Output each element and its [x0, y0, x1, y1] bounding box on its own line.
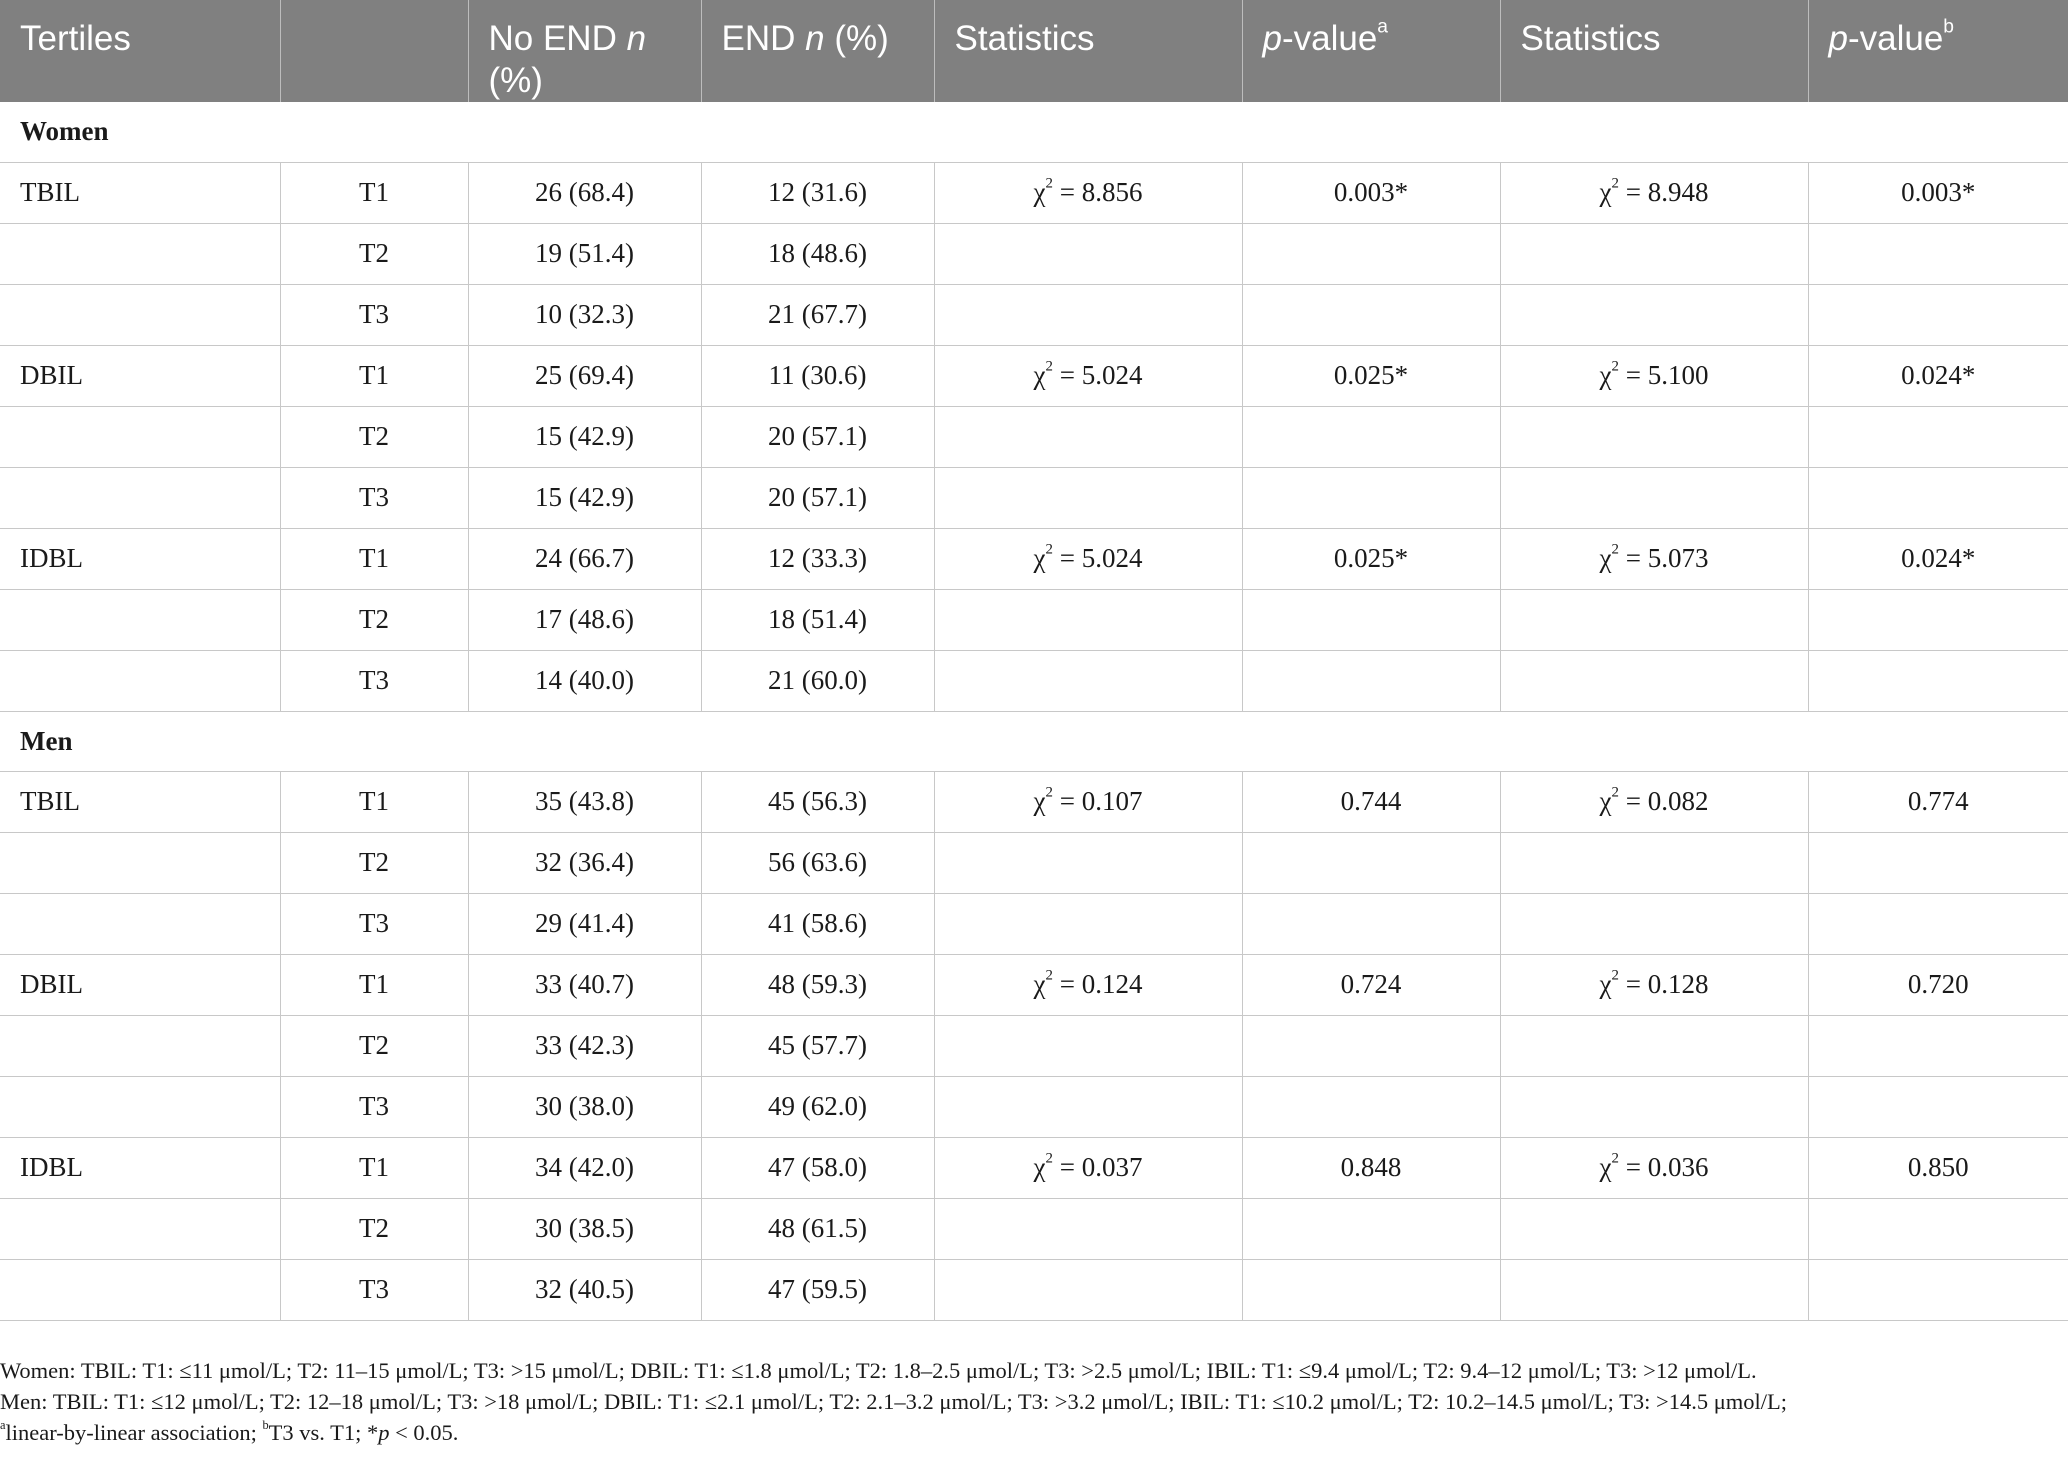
- measure-label: [0, 467, 280, 528]
- end-cell: 20 (57.1): [701, 467, 934, 528]
- table-row: [0, 771, 2068, 832]
- measure-label: IDBL: [0, 1137, 280, 1198]
- statistic-b-cell: $\chi^2 = 0.082$: [1500, 771, 1808, 832]
- p-value-a-cell: 0.025*: [1242, 345, 1500, 406]
- end-cell: 41 (58.6): [701, 893, 934, 954]
- p-value-a-cell: [1242, 832, 1500, 893]
- header-row: [0, 0, 2068, 102]
- statistic-a-cell: [934, 467, 1242, 528]
- col-header-end: END n (%): [701, 0, 934, 102]
- statistic-a-cell: $\chi^2 = 5.024$: [934, 345, 1242, 406]
- p-value-b-cell: 0.024*: [1808, 528, 2068, 589]
- end-cell: 12 (31.6): [701, 162, 934, 223]
- end-cell: 11 (30.6): [701, 345, 934, 406]
- end-cell: 56 (63.6): [701, 832, 934, 893]
- footnote-legend: $^a$linear-by-linear association; $^b$T3 vs. T1; *p < 0.05.: [0, 1417, 459, 1445]
- table-row: [0, 1198, 2068, 1259]
- tertile-cell: T2: [280, 406, 468, 467]
- statistic-a-cell: [934, 223, 1242, 284]
- tertile-cell: T3: [280, 650, 468, 711]
- tertile-cell: T2: [280, 1198, 468, 1259]
- p-value-b-cell: 0.774: [1808, 771, 2068, 832]
- statistic-a-cell: $\chi^2 = 5.024$: [934, 528, 1242, 589]
- statistic-a-cell: [934, 832, 1242, 893]
- statistic-b-cell: [1500, 832, 1808, 893]
- table-row: [0, 1137, 2068, 1198]
- p-value-b-cell: 0.024*: [1808, 345, 2068, 406]
- p-value-b-cell: [1808, 1259, 2068, 1320]
- p-value-b-cell: [1808, 832, 2068, 893]
- end-cell: 45 (57.7): [701, 1015, 934, 1076]
- p-value-b-cell: [1808, 589, 2068, 650]
- statistic-b-cell: [1500, 223, 1808, 284]
- measure-label: [0, 223, 280, 284]
- statistic-a-cell: $\chi^2 = 8.856$: [934, 162, 1242, 223]
- p-value-a-cell: [1242, 284, 1500, 345]
- statistic-b-cell: $\chi^2 = 5.100$: [1500, 345, 1808, 406]
- statistic-a-cell: [934, 1015, 1242, 1076]
- p-value-b-cell: [1808, 284, 2068, 345]
- statistic-b-cell: [1500, 406, 1808, 467]
- p-value-a-cell: [1242, 223, 1500, 284]
- tertile-cell: T1: [280, 162, 468, 223]
- p-value-b-cell: 0.003*: [1808, 162, 2068, 223]
- table-row: [0, 650, 2068, 711]
- table-row: [0, 1015, 2068, 1076]
- table-row: [0, 406, 2068, 467]
- end-cell: 49 (62.0): [701, 1076, 934, 1137]
- statistic-a-cell: [934, 406, 1242, 467]
- p-value-a-cell: 0.025*: [1242, 528, 1500, 589]
- tertile-cell: T3: [280, 467, 468, 528]
- measure-label: TBIL: [0, 162, 280, 223]
- statistic-b-cell: $\chi^2 = 5.073$: [1500, 528, 1808, 589]
- table-row: [0, 589, 2068, 650]
- col-header-blank: [280, 0, 468, 102]
- section-row: [0, 711, 2068, 771]
- col-header-p-value-b: p-value$^b$: [1808, 0, 2068, 102]
- statistic-b-cell: $\chi^2 = 0.036$: [1500, 1137, 1808, 1198]
- measure-label: [0, 1015, 280, 1076]
- p-value-a-cell: 0.724: [1242, 954, 1500, 1015]
- no-end-cell: 33 (40.7): [468, 954, 701, 1015]
- p-value-b-cell: 0.850: [1808, 1137, 2068, 1198]
- table-row: [0, 467, 2068, 528]
- tertile-cell: T3: [280, 893, 468, 954]
- statistic-b-cell: [1500, 284, 1808, 345]
- statistic-a-cell: [934, 650, 1242, 711]
- measure-label: [0, 893, 280, 954]
- no-end-cell: 30 (38.5): [468, 1198, 701, 1259]
- tertile-cell: T2: [280, 223, 468, 284]
- p-value-a-cell: [1242, 1259, 1500, 1320]
- table-row: [0, 1076, 2068, 1137]
- p-value-b-cell: [1808, 223, 2068, 284]
- measure-label: DBIL: [0, 954, 280, 1015]
- statistic-b-cell: [1500, 1076, 1808, 1137]
- measure-label: TBIL: [0, 771, 280, 832]
- end-cell: 45 (56.3): [701, 771, 934, 832]
- measure-label: [0, 1076, 280, 1137]
- p-value-a-cell: 0.848: [1242, 1137, 1500, 1198]
- tertile-cell: T3: [280, 284, 468, 345]
- measure-label: [0, 650, 280, 711]
- measure-label: [0, 1259, 280, 1320]
- tertile-cell: T1: [280, 771, 468, 832]
- col-header-no-end: No END n (%): [468, 0, 701, 102]
- no-end-cell: 29 (41.4): [468, 893, 701, 954]
- p-value-b-cell: [1808, 1198, 2068, 1259]
- p-value-a-cell: [1242, 589, 1500, 650]
- no-end-cell: 35 (43.8): [468, 771, 701, 832]
- p-value-b-cell: [1808, 1076, 2068, 1137]
- p-value-b-cell: [1808, 406, 2068, 467]
- tertile-cell: T2: [280, 832, 468, 893]
- statistic-a-cell: [934, 284, 1242, 345]
- statistic-b-cell: [1500, 650, 1808, 711]
- section-row: [0, 102, 2068, 162]
- statistic-b-cell: [1500, 589, 1808, 650]
- tertile-cell: T1: [280, 345, 468, 406]
- no-end-cell: 32 (40.5): [468, 1259, 701, 1320]
- col-header-statistics-a: Statistics: [934, 0, 1242, 102]
- p-value-a-cell: 0.744: [1242, 771, 1500, 832]
- p-value-b-cell: [1808, 1015, 2068, 1076]
- p-value-a-cell: [1242, 406, 1500, 467]
- table-row: [0, 893, 2068, 954]
- no-end-cell: 17 (48.6): [468, 589, 701, 650]
- table-row: [0, 832, 2068, 893]
- p-value-a-cell: [1242, 650, 1500, 711]
- footnote-women: Women: TBIL: T1: ≤11 μmol/L; T2: 11–15 μmol/L; T3: >15 μmol/L; DBIL: T1: ≤1.8 μmol/L; T2: 1.8–2.5 μmol/L; T3: >2.5 μmol/L; IBIL: T1: ≤9.4 μmol/L; T2: 9.4–12 μmol/L; T3: >12 μmol/L.: [0, 1358, 1757, 1383]
- tertile-cell: T2: [280, 1015, 468, 1076]
- statistic-b-cell: [1500, 467, 1808, 528]
- measure-label: [0, 1198, 280, 1259]
- no-end-cell: 15 (42.9): [468, 406, 701, 467]
- p-value-b-cell: 0.720: [1808, 954, 2068, 1015]
- statistic-a-cell: $\chi^2 = 0.124$: [934, 954, 1242, 1015]
- statistic-b-cell: [1500, 1015, 1808, 1076]
- no-end-cell: 34 (42.0): [468, 1137, 701, 1198]
- p-value-b-cell: [1808, 650, 2068, 711]
- no-end-cell: 30 (38.0): [468, 1076, 701, 1137]
- measure-label: DBIL: [0, 345, 280, 406]
- end-cell: 48 (59.3): [701, 954, 934, 1015]
- section-label: Men: [0, 711, 2068, 771]
- table-row: [0, 528, 2068, 589]
- statistic-b-cell: [1500, 1198, 1808, 1259]
- tertile-cell: T1: [280, 1137, 468, 1198]
- measure-label: [0, 589, 280, 650]
- table-row: [0, 1259, 2068, 1320]
- p-value-a-cell: [1242, 467, 1500, 528]
- statistic-b-cell: [1500, 893, 1808, 954]
- measure-label: [0, 284, 280, 345]
- table-footnote: [0, 1355, 2068, 1448]
- statistic-a-cell: $\chi^2 = 0.037$: [934, 1137, 1242, 1198]
- end-cell: 21 (60.0): [701, 650, 934, 711]
- p-value-a-cell: [1242, 1198, 1500, 1259]
- end-cell: 21 (67.7): [701, 284, 934, 345]
- statistic-a-cell: [934, 1076, 1242, 1137]
- no-end-cell: 25 (69.4): [468, 345, 701, 406]
- tertile-cell: T3: [280, 1076, 468, 1137]
- table-row: [0, 345, 2068, 406]
- tertile-cell: T2: [280, 589, 468, 650]
- statistic-a-cell: [934, 893, 1242, 954]
- no-end-cell: 14 (40.0): [468, 650, 701, 711]
- col-header-statistics-b: Statistics: [1500, 0, 1808, 102]
- footnote-men: Men: TBIL: T1: ≤12 μmol/L; T2: 12–18 μmol/L; T3: >18 μmol/L; DBIL: T1: ≤2.1 μmol/L; T2: 2.1–3.2 μmol/L; T3: >3.2 μmol/L; IBIL: T1: ≤10.2 μmol/L; T2: 10.2–14.5 μmol/L; T3: >14.5 μmol/L;: [0, 1389, 1788, 1414]
- col-header-p-value-a: p-value$^a$: [1242, 0, 1500, 102]
- end-cell: 20 (57.1): [701, 406, 934, 467]
- statistic-a-cell: [934, 1198, 1242, 1259]
- p-value-b-cell: [1808, 893, 2068, 954]
- table-row: [0, 162, 2068, 223]
- no-end-cell: 32 (36.4): [468, 832, 701, 893]
- measure-label: [0, 406, 280, 467]
- end-cell: 18 (51.4): [701, 589, 934, 650]
- end-cell: 47 (58.0): [701, 1137, 934, 1198]
- section-label: Women: [0, 102, 2068, 162]
- p-value-a-cell: [1242, 893, 1500, 954]
- measure-label: [0, 832, 280, 893]
- no-end-cell: 15 (42.9): [468, 467, 701, 528]
- no-end-cell: 24 (66.7): [468, 528, 701, 589]
- no-end-cell: 33 (42.3): [468, 1015, 701, 1076]
- statistic-a-cell: [934, 589, 1242, 650]
- table-row: [0, 954, 2068, 1015]
- end-cell: 47 (59.5): [701, 1259, 934, 1320]
- tertile-cell: T1: [280, 528, 468, 589]
- measure-label: IDBL: [0, 528, 280, 589]
- statistic-a-cell: $\chi^2 = 0.107$: [934, 771, 1242, 832]
- table-row: [0, 284, 2068, 345]
- no-end-cell: 19 (51.4): [468, 223, 701, 284]
- col-header-tertiles: Tertiles: [0, 0, 280, 102]
- tertile-cell: T3: [280, 1259, 468, 1320]
- p-value-b-cell: [1808, 467, 2068, 528]
- table-row: [0, 223, 2068, 284]
- statistic-b-cell: [1500, 1259, 1808, 1320]
- statistic-a-cell: [934, 1259, 1242, 1320]
- end-cell: 48 (61.5): [701, 1198, 934, 1259]
- end-cell: 12 (33.3): [701, 528, 934, 589]
- no-end-cell: 26 (68.4): [468, 162, 701, 223]
- tertile-cell: T1: [280, 954, 468, 1015]
- p-value-a-cell: [1242, 1076, 1500, 1137]
- no-end-cell: 10 (32.3): [468, 284, 701, 345]
- p-value-a-cell: 0.003*: [1242, 162, 1500, 223]
- p-value-a-cell: [1242, 1015, 1500, 1076]
- end-cell: 18 (48.6): [701, 223, 934, 284]
- statistic-b-cell: $\chi^2 = 0.128$: [1500, 954, 1808, 1015]
- statistic-b-cell: $\chi^2 = 8.948$: [1500, 162, 1808, 223]
